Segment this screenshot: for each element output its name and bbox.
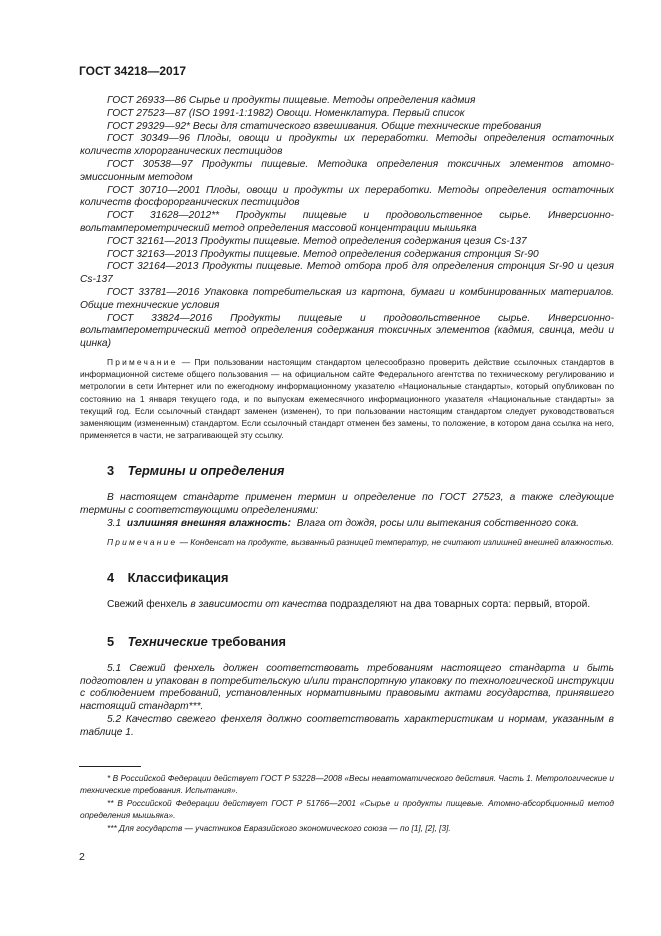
note-label: Примечание (107, 356, 178, 367)
note-text: — При пользовании настоящим стандартом целесообразно проверить действие ссылочных стандартов в информационной системе общего пользования — на официальном сайте Федерального агентства по техническому регулированию и метрологии в сети Интернет или по ежегодному информационному указателю «Национальные стандарты», который опубликован по состоянию на 1 января текущего года, и по выпускам ежемесячного информационного указателя «Национальные стандарты» за текущий год. Если ссылочный стандарт заменен (изменен), то при пользовании настоящим стандартом следует руководствоваться заменяющим (измененным) стандартом. Если ссылочный стандарт отменен без замены, то положение, в котором дана ссылка на него, применяется в части, не затрагивающей эту ссылку. (80, 356, 615, 441)
definition-term: излишняя внешняя влажность: (126, 517, 292, 529)
page-number: 2 (79, 851, 85, 863)
section-5-heading (80, 634, 614, 649)
reference-item: ГОСТ 29329—92* Весы для статического взвешивания. Общие технические требования (107, 120, 542, 132)
text-part: Свежий фенхель (107, 598, 188, 610)
section-number: 4 (107, 569, 115, 585)
document-header: ГОСТ 34218—2017 (79, 64, 187, 78)
section-4-heading (80, 570, 614, 585)
document-body (80, 95, 614, 740)
paragraph-5-1: 5.1 Свежий фенхель должен соответствовать требованиям настоящего стандарта и быть подготовлен и упакован в потребительскую и/или транспортную упаковку по технологической инструкции с соблюдением требований, установленных нормативными правовыми актами государства, принявшего настоящий стандарт***. (80, 662, 614, 713)
reference-item: ГОСТ 26933—86 Сырье и продукты пищевые. Методы определения кадмия (107, 95, 476, 106)
section-title-part: требования (211, 633, 286, 649)
section-4-text (80, 599, 614, 612)
footnotes (80, 772, 614, 834)
reference-item: ГОСТ 32163—2013 Продукты пищевые. Метод определения содержания стронция Sr-90 (107, 248, 539, 260)
section-title: Термины и определения (127, 463, 285, 479)
paragraph-5-2: 5.2 Качество свежего фенхеля должно соответствовать характеристикам и нормам, указанным в таблице 1. (80, 713, 614, 738)
definition-note (80, 536, 614, 548)
footnote: ** В Российской Федерации действует ГОСТ Р 51766—2001 «Сырье и продукты пищевые. Атомно-абсорбционный метод определения мышьяка». (80, 797, 614, 821)
reference-item: ГОСТ 30710—2001 Плоды, овощи и продукты их переработки. Методы определения остаточных количеств фосфорорганических пестицидов (80, 184, 614, 209)
reference-item: ГОСТ 33781—2016 Упаковка потребительская из картона, бумаги и комбинированных материалов. Общие технические условия (80, 286, 614, 311)
text-part: в зависимости от качества (190, 598, 328, 610)
footnote: *** Для государств — участников Евразийского экономического союза — по [1], [2], [3]. (107, 822, 451, 833)
note-text: — Конденсат на продукте, вызванный разницей температур, не считают излишней внешней влажностью. (179, 536, 614, 547)
footnote-divider (79, 766, 141, 767)
section-3-intro: В настоящем стандарте применен термин и определение по ГОСТ 27523, а также следующие термины с соответствующими определениями: (80, 492, 614, 517)
section-3-heading (80, 463, 614, 478)
reference-item: ГОСТ 27523—87 (ISO 1991-1:1982) Овощи. Номенклатура. Первый список (107, 107, 465, 119)
section-title: Классификация (127, 569, 229, 585)
reference-item: ГОСТ 30538—97 Продукты пищевые. Методика определения токсичных элементов атомно-эмиссионным методом (80, 158, 614, 183)
footnote: * В Российской Федерации действует ГОСТ Р 53228—2008 «Весы неавтоматического действия. Часть 1. Метрологические и технические требования. Испытания». (80, 773, 614, 796)
references-note (80, 356, 614, 441)
section-number: 3 (107, 463, 115, 479)
reference-item: ГОСТ 32164—2013 Продукты пищевые. Метод отбора проб для определения стронция Sr-90 и цезия Cs-137 (80, 261, 614, 286)
reference-item: ГОСТ 32161—2013 Продукты пищевые. Метод определения содержания цезия Cs-137 (107, 235, 527, 247)
definition-number: 3.1 (107, 517, 122, 529)
note-label: Примечание (107, 536, 178, 547)
reference-item: ГОСТ 31628—2012** Продукты пищевые и продовольственное сырье. Инверсионно-вольтамперометрический метод определения массовой концентрации мышьяка (80, 210, 614, 234)
text-part: подразделяют на два товарных сорта: первый, второй. (330, 598, 591, 610)
section-title-part: Технические (127, 633, 208, 649)
definition-3-1 (80, 518, 614, 531)
reference-item: ГОСТ 33824—2016 Продукты пищевые и продовольственное сырье. Инверсионно-вольтамперометрический метод определения содержания токсичных элементов (кадмия, свинца, меди и цинка) (80, 312, 614, 350)
definition-text: Влага от дождя, росы или вытекания собственного сока. (296, 517, 579, 529)
section-number: 5 (107, 633, 115, 649)
reference-item: ГОСТ 30349—96 Плоды, овощи и продукты их переработки. Методы определения остаточных количеств хлорорганических пестицидов (80, 133, 614, 158)
